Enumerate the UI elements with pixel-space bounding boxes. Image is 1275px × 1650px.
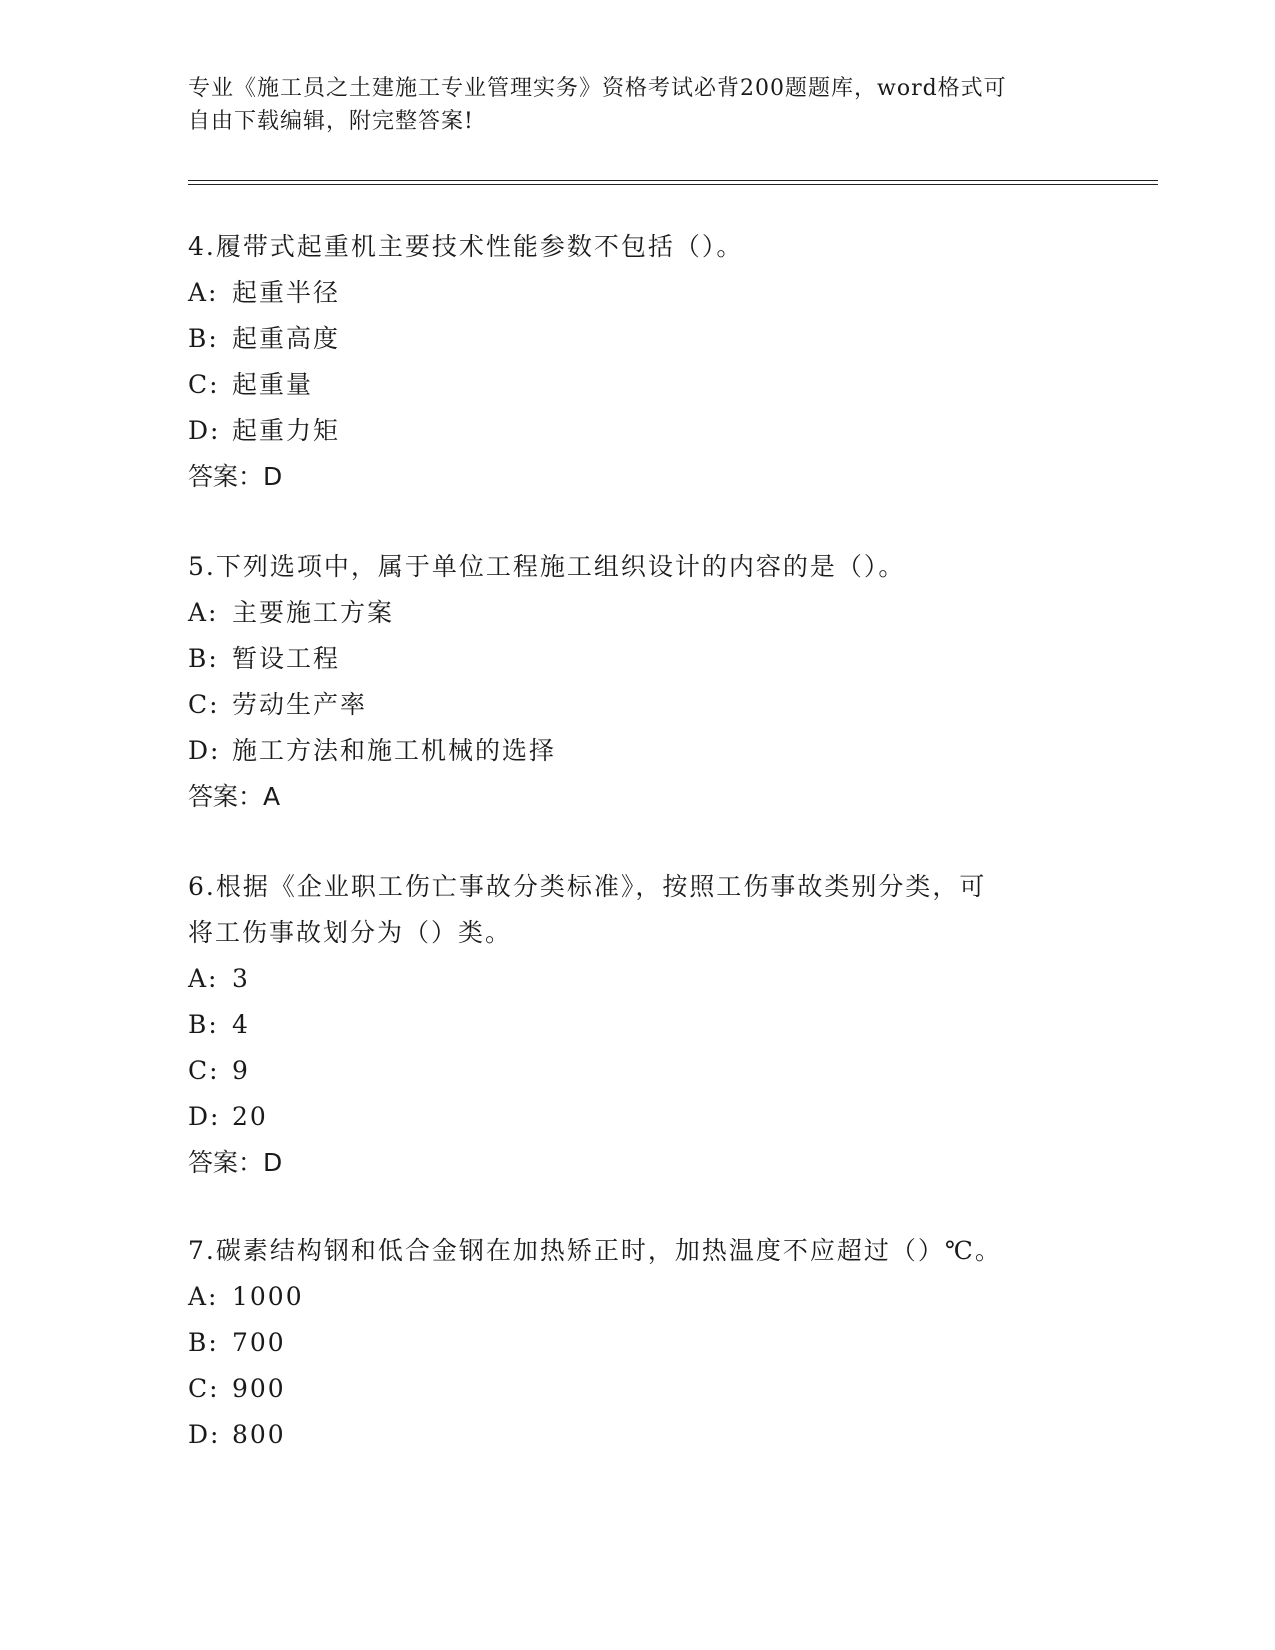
option-d [188,408,1088,454]
header-divider-bottom [188,184,1158,185]
option-letter: B: [188,324,219,353]
option-b [188,1320,1088,1366]
question-6 [188,864,1088,1186]
question-stem: 7.碳素结构钢和低合金钢在加热矫正时，加热温度不应超过（）℃。 [188,1236,1002,1265]
option-text: 暂设工程 [232,644,341,673]
option-text: 1000 [232,1282,304,1311]
option-text: 3 [232,964,250,993]
option-letter: A: [188,598,219,627]
option-letter: B: [188,1010,219,1039]
option-letter: C: [188,1056,220,1085]
header-line-1: 专业《施工员之土建施工专业管理实务》资格考试必背200题题库，word格式可 [188,76,1007,101]
header-divider-top [188,180,1158,181]
question-stem-line-2: 将工伤事故划分为（）类。 [188,918,513,947]
answer-label: 答案：D [188,1148,283,1177]
option-letter: D: [188,1420,221,1449]
option-text: 主要施工方案 [232,598,395,627]
option-letter: D: [188,1102,221,1131]
option-d [188,1412,1088,1458]
option-letter: B: [188,644,219,673]
option-b [188,636,1088,682]
option-d [188,1094,1088,1140]
option-c [188,682,1088,728]
option-text: 900 [232,1374,286,1403]
option-text: 起重力矩 [232,416,341,445]
option-c [188,362,1088,408]
option-a [188,1274,1088,1320]
option-text: 起重半径 [232,278,341,307]
header-line-2: 自由下载编辑，附完整答案! [188,109,474,134]
option-letter: A: [188,1282,219,1311]
option-letter: D: [188,736,221,765]
option-text: 20 [232,1102,268,1131]
option-a [188,590,1088,636]
question-stem: 5.下列选项中，属于单位工程施工组织设计的内容的是（）。 [188,552,906,581]
option-text: 施工方法和施工机械的选择 [232,736,557,765]
document-header [188,72,1068,138]
option-text: 起重高度 [232,324,341,353]
answer-label: 答案：D [188,462,283,491]
option-d [188,728,1088,774]
option-b [188,316,1088,362]
option-c [188,1366,1088,1412]
option-text: 起重量 [232,370,314,399]
option-letter: D: [188,416,221,445]
option-text: 4 [232,1010,250,1039]
option-text: 800 [232,1420,286,1449]
option-text: 劳动生产率 [232,690,368,719]
question-5 [188,544,1088,820]
option-letter: A: [188,964,219,993]
question-7 [188,1228,1088,1458]
option-letter: C: [188,1374,220,1403]
option-letter: C: [188,370,220,399]
question-4 [188,224,1088,500]
option-a [188,956,1088,1002]
option-text: 700 [232,1328,286,1357]
option-text: 9 [232,1056,250,1085]
option-a [188,270,1088,316]
option-c [188,1048,1088,1094]
option-b [188,1002,1088,1048]
option-letter: B: [188,1328,219,1357]
option-letter: C: [188,690,220,719]
question-stem-line-1: 6.根据《企业职工伤亡事故分类标准》，按照工伤事故类别分类，可 [188,872,987,901]
answer-label: 答案：A [188,782,281,811]
option-letter: A: [188,278,219,307]
question-stem: 4.履带式起重机主要技术性能参数不包括（）。 [188,232,744,261]
